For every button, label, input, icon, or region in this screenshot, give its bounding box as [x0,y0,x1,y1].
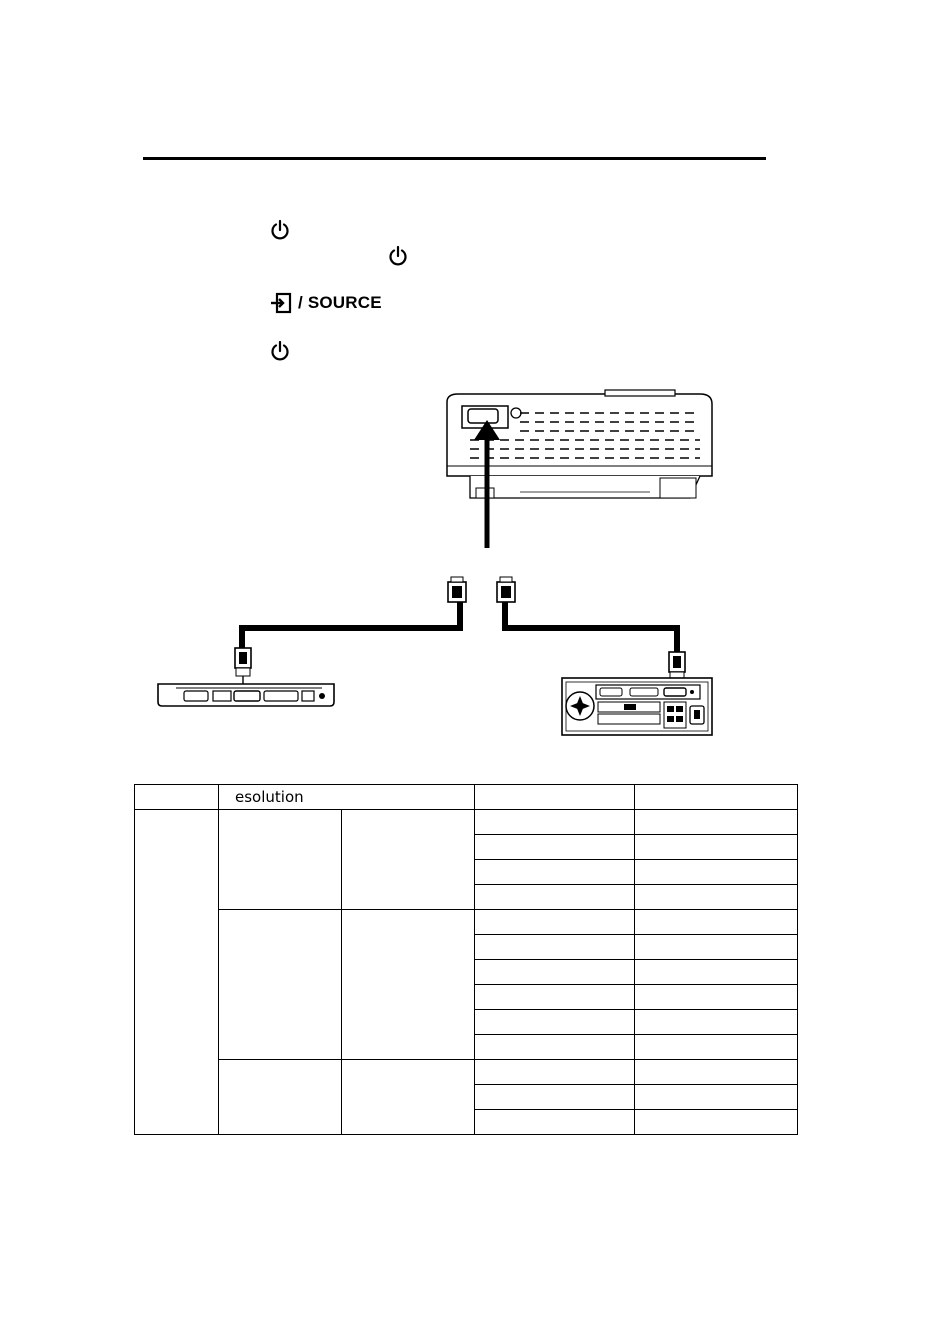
laptop-illustration [158,684,334,706]
table-row [135,910,798,935]
table-cell [342,1060,475,1135]
resolution-table [134,784,798,1135]
connection-diagram [0,380,933,740]
table-row [135,810,798,835]
table-cell [635,835,798,860]
table-cell [475,860,635,885]
table-cell [475,1085,635,1110]
power-icon [270,340,290,362]
table-cell [635,885,798,910]
projector-illustration [447,390,712,548]
source-button-label: / SOURCE [298,293,382,312]
table-row [135,1060,798,1085]
table-cell [475,835,635,860]
table-cell [635,935,798,960]
table-cell [475,785,635,810]
table-cell [635,785,798,810]
table-cell [635,810,798,835]
table-cell [219,910,342,1060]
power-icon [270,219,290,241]
table-header-row [135,785,798,810]
table-cell [475,1010,635,1035]
table-cell [475,1035,635,1060]
table-cell [475,960,635,985]
step-power-3 [270,340,290,362]
step-power-2 [388,245,408,267]
table-cell [475,935,635,960]
table-cell [635,1085,798,1110]
table-cell [635,1060,798,1085]
table-cell [635,1010,798,1035]
vga-cables [242,602,677,652]
table-cell [635,985,798,1010]
table-cell [635,1035,798,1060]
table-cell [635,860,798,885]
table-cell [342,910,475,1060]
table-cell [475,1060,635,1085]
table-cell [342,810,475,910]
table-cell [219,1060,342,1135]
table-cell [475,985,635,1010]
table-cell [135,785,219,810]
vga-connector-right [497,577,515,602]
table-cell [475,885,635,910]
table-cell [135,810,219,1135]
table-cell [635,1110,798,1135]
step-source [270,292,382,314]
table-cell [475,910,635,935]
step-power-1 [270,219,290,241]
vga-connector-left [448,577,466,602]
input-source-icon [270,292,292,314]
header-rule [143,157,766,160]
header-resolution: esolution [219,785,475,810]
table-cell [475,810,635,835]
table-cell [219,810,342,910]
table-cell [475,1110,635,1135]
table-cell [635,960,798,985]
desktop-pc-illustration [562,678,712,735]
power-icon [388,245,408,267]
table-cell [635,910,798,935]
